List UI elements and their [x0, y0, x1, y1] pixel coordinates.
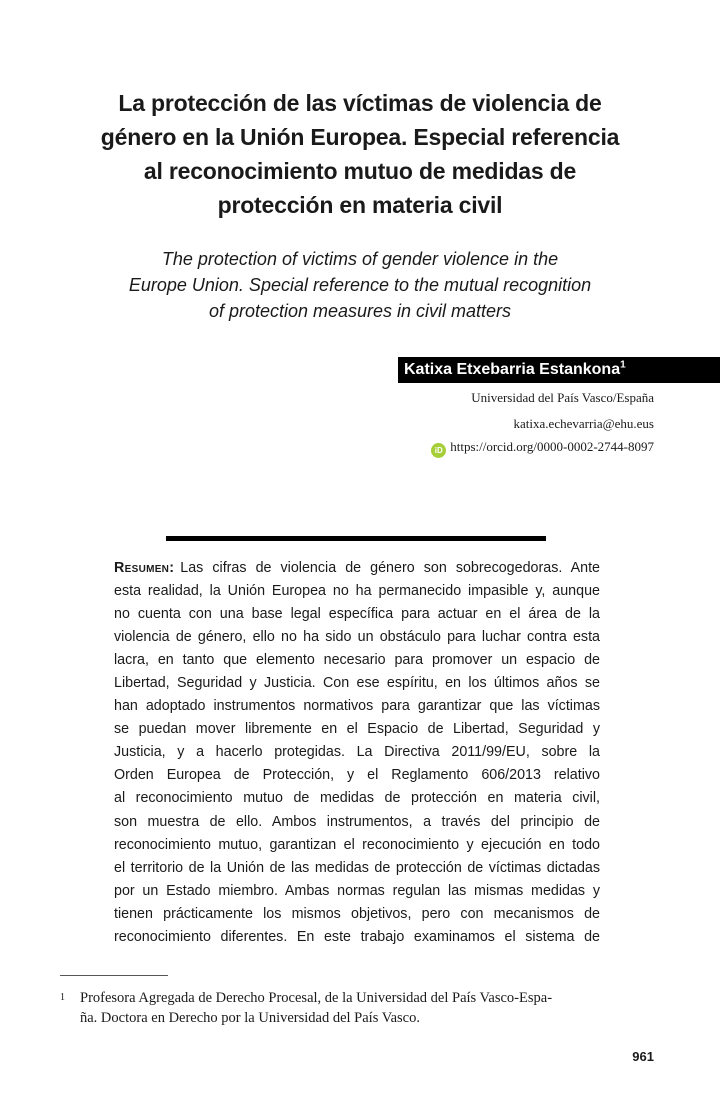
abstract-line: por un Estado miembro. Ambas normas regulan las mismas medidas y	[114, 882, 600, 899]
title-line: protección en materia civil	[217, 192, 503, 218]
abstract-line: son muestra de ello. Ambos instrumentos, a través del principio de	[114, 813, 600, 830]
english-title	[80, 246, 640, 324]
abstract-line: esta realidad, la Unión Europea no ha permanecido impasible y, aunque	[114, 583, 600, 600]
abstract-line: reconocimiento mutuo, garantizan el reconocimiento y ejecución en todo	[114, 836, 600, 853]
abstract-line: Justicia, y a hacerlo protegidas. La Directiva 2011/99/EU, sobre la	[114, 744, 600, 761]
abstract-line: al reconocimiento mutuo de medidas de protección en materia civil,	[114, 790, 600, 807]
footnote-divider	[60, 975, 168, 976]
author-name-bar	[398, 357, 720, 383]
abstract-line: lacra, en tanto que elemento necesario para promover un espacio de	[114, 652, 600, 669]
abstract	[114, 557, 600, 949]
footnote-text	[80, 988, 660, 1028]
title-line: género en la Unión Europea. Especial referencia	[100, 124, 620, 150]
subtitle-line: The protection of victims of gender violence in the	[161, 249, 559, 269]
footnote-number: 1	[60, 992, 65, 1003]
author-name: Katixa Etxebarria Estankona	[404, 361, 621, 378]
subtitle-line: of protection measures in civil matters	[208, 301, 512, 321]
page-number: 961	[632, 1049, 654, 1064]
author-email[interactable]: katixa.echevarria@ehu.eus	[513, 416, 654, 431]
footnote	[60, 988, 660, 1028]
title-line: La protección de las víctimas de violencia de	[118, 90, 602, 116]
title-line: al reconocimiento mutuo de medidas de	[143, 158, 577, 184]
abstract-line: Orden Europea de Protección, y el Reglamento 606/2013 relativo	[114, 767, 600, 784]
author-footnote-mark: 1	[620, 359, 626, 371]
section-divider	[166, 536, 546, 541]
abstract-line: Resumen: Las cifras de violencia de género son sobrecogedoras. Ante	[114, 560, 600, 576]
abstract-line: reconocimiento diferentes. En este trabajo examinamos el sistema de	[114, 928, 600, 945]
author-orcid[interactable]	[431, 439, 654, 458]
orcid-link[interactable]: https://orcid.org/0000-0002-2744-8097	[450, 439, 654, 454]
abstract-line: han adoptado instrumentos normativos para garantizar que las víctimas	[114, 698, 600, 715]
abstract-label: Resumen:	[114, 560, 175, 576]
orcid-icon: iD	[431, 443, 446, 458]
abstract-line: tienen prácticamente los mismos objetivos, pero con mecanismos de	[114, 905, 600, 922]
abstract-line: violencia de género, ello no ha sido un obstáculo para luchar contra esta	[114, 629, 600, 646]
abstract-line: Libertad, Seguridad y Justicia. Con ese espíritu, en los últimos años se	[114, 675, 600, 692]
footnote-line: ña. Doctora en Derecho por la Universidad del País Vasco.	[80, 1010, 420, 1026]
footnote-line: Profesora Agregada de Derecho Procesal, de la Universidad del País Vasco-Espa-	[80, 990, 553, 1006]
author-affiliation: Universidad del País Vasco/España	[471, 390, 654, 405]
subtitle-line: Europe Union. Special reference to the mutual recognition	[128, 275, 592, 295]
abstract-line: el territorio de la Unión de las medidas de protección de víctimas dictadas	[114, 859, 600, 876]
abstract-line: se puedan mover libremente en el Espacio de Libertad, Seguridad y	[114, 721, 600, 738]
article-title	[90, 86, 630, 222]
abstract-line: no cuenta con una base legal específica para actuar en el área de la	[114, 606, 600, 623]
